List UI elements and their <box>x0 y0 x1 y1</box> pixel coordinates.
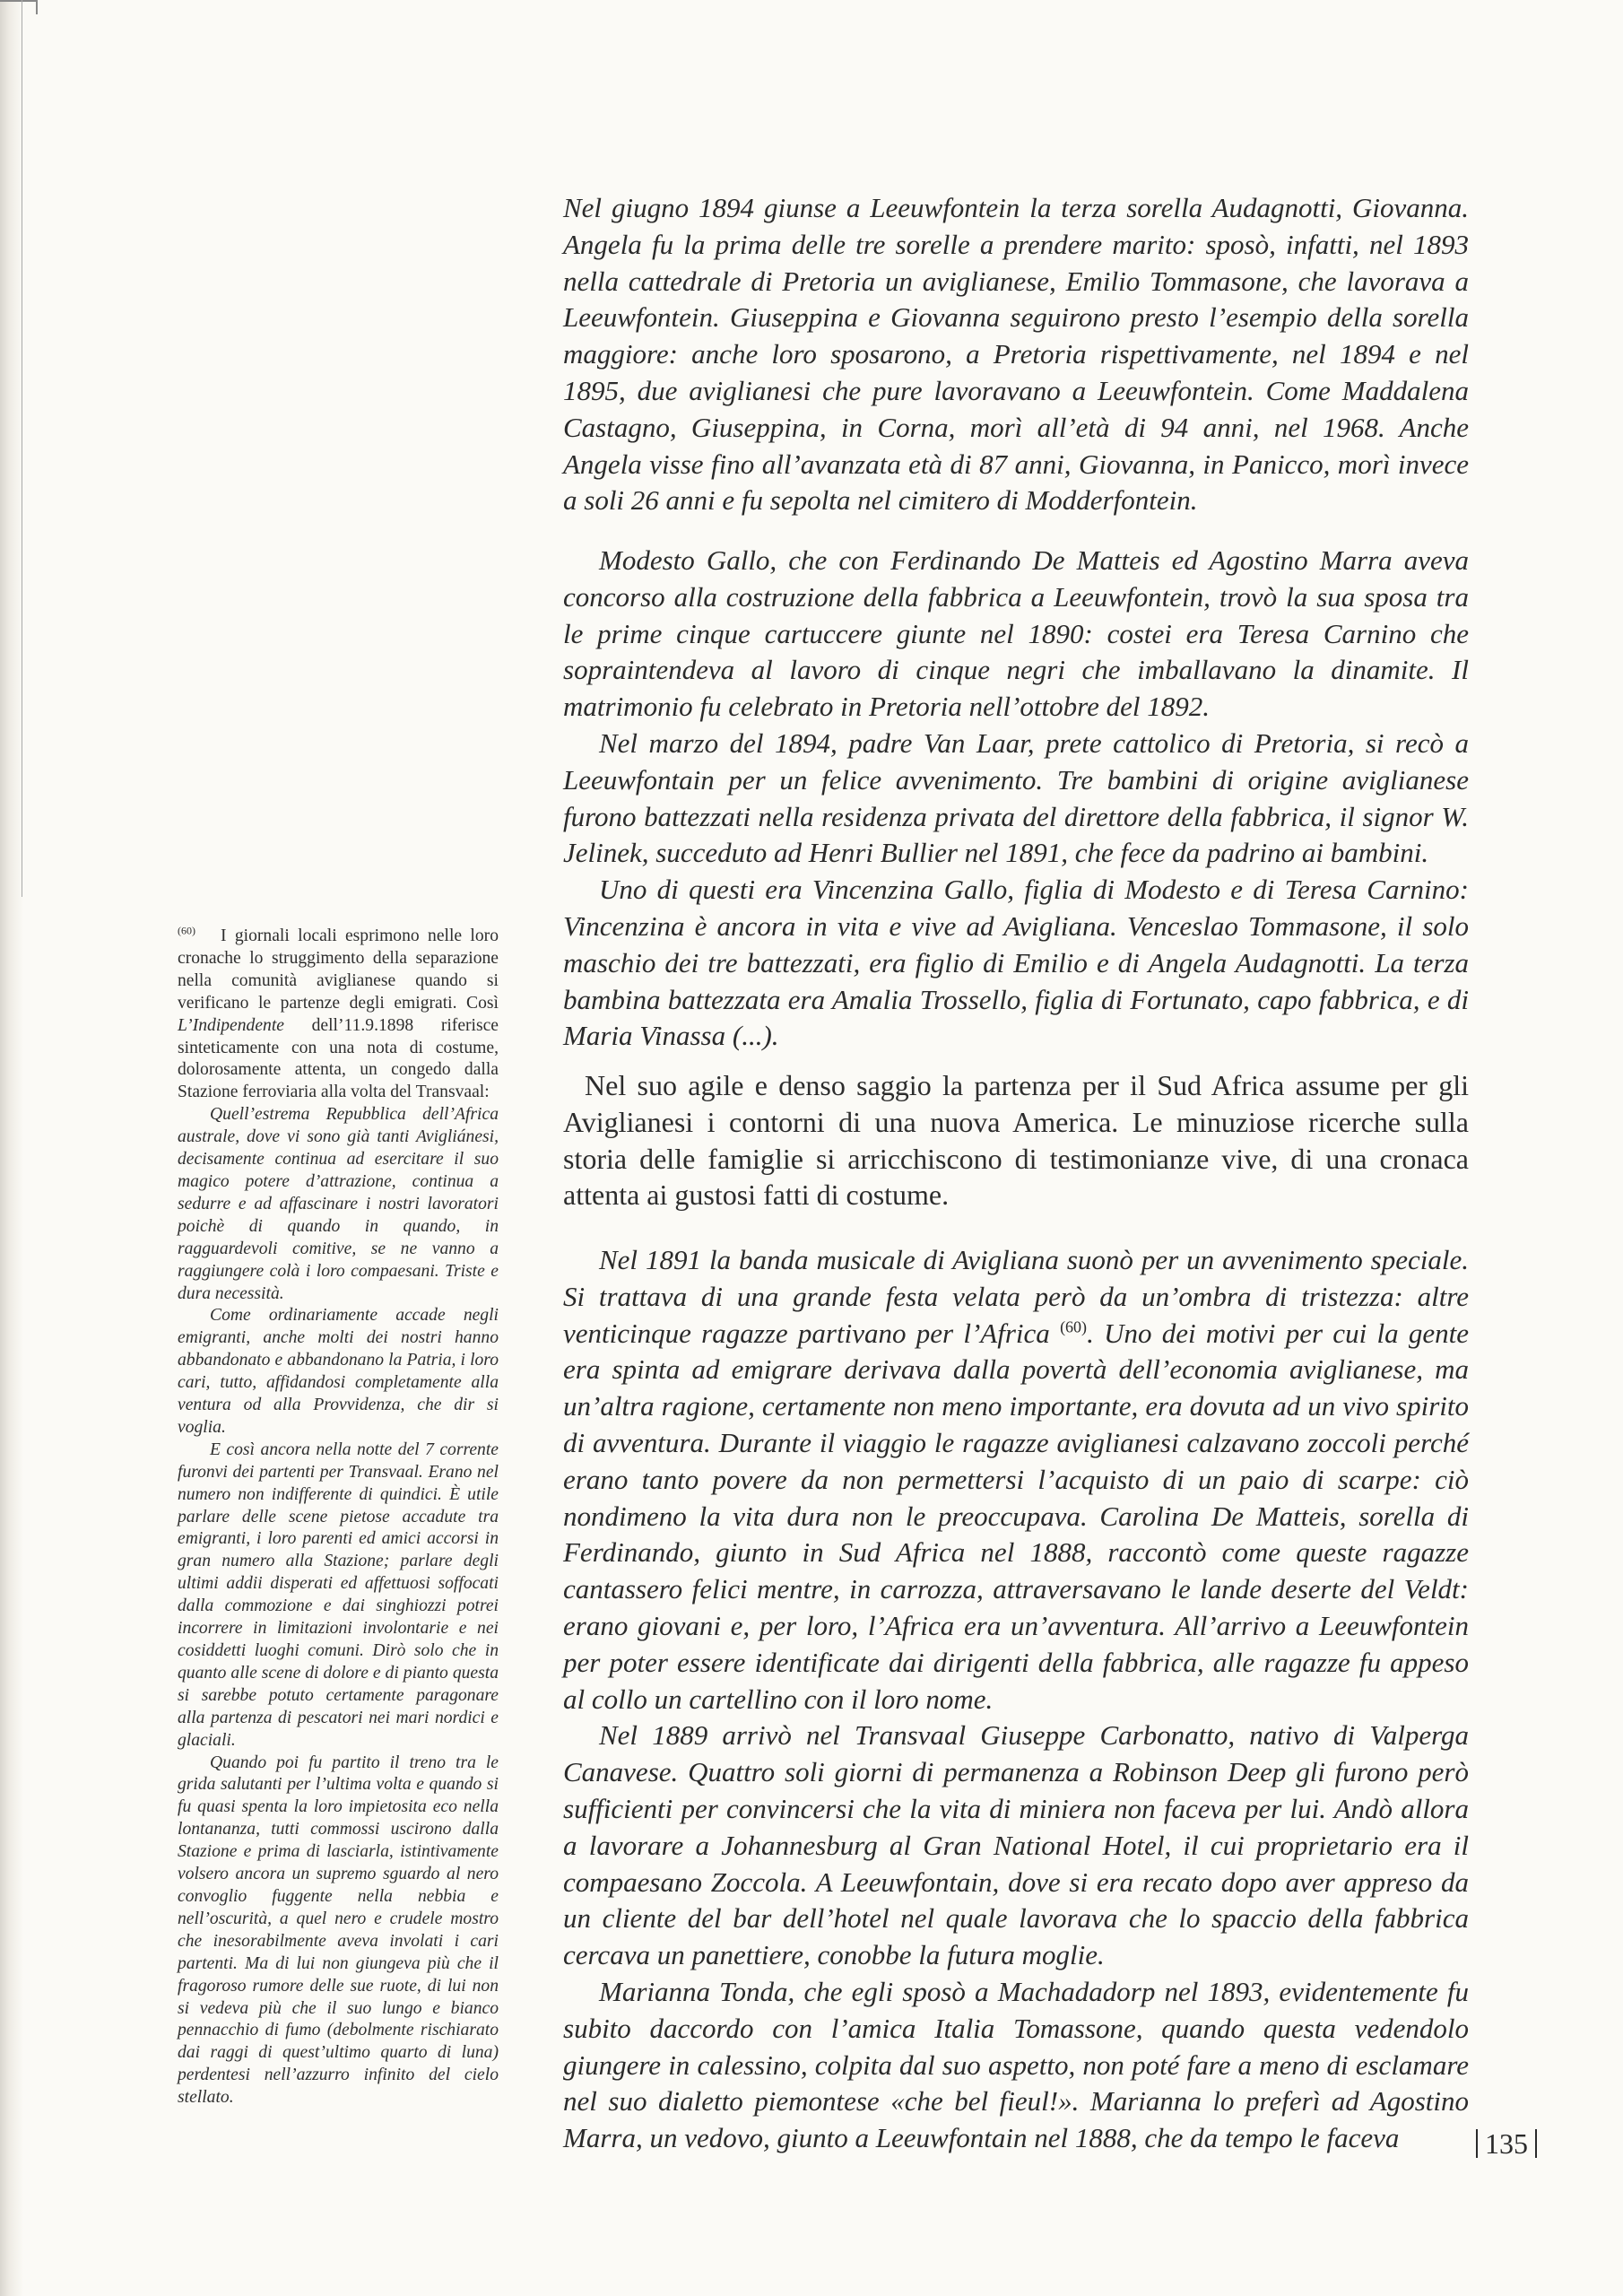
paragraph-1891-text-after-ref: . Uno dei motivi per cui la gente era spinta ad emigrare derivava dalla povertà dell’economia aviglianese, ma un’altra ragione, certamente non meno importante, era dovuta ad un vivo spirito di avventura. Durante il viaggio le ragazze aviglianesi calzavano zoccoli perché erano tanto povere da non permettersi l’acquisto di un paio di scarpe: ciò nondimeno la vita dura non le preoccupava. Carolina De Matteis, sorella di Ferdinando, giunto in Sud Africa nel 1888, raccontò come queste ragazze cantassero felici mentre, in carrozza, attraversavano le lande deserte del Veldt: erano giovani e, per loro, l’Africa era un’avventura. All’arrivo a Leeuwfontein per poter essere identificate dai dirigenti della fabbrica, alle ragazze fu appeso al collo un cartellino con il loro nome. <box>563 1317 1470 1715</box>
paragraph-1891-text-before-ref: Nel 1891 la banda musicale di Avigliana suonò per un avvenimento speciale. Si trattava di una grande festa velata però da un’ombra di tristezza: altre venticinque ragazze partivano per l’Africa <box>563 1244 1469 1349</box>
footnote-marker: (60) <box>178 924 195 937</box>
footnote-quote: Quell’estrema Repubblica dell’Africa australe, dove vi sono già tanti Avigliánesi, decisamente continua ad esercitare il suo magico potere d’attrazione, continua a sedurre e ad affascinare i nostri lavoratori poichè di quando in quando, in ragguardevoli comitive, se ne vanno a raggiungere colà i loro compaesani. Triste e dura necessità. <box>178 1105 499 1303</box>
paragraph-carbonatto: Nel 1889 arrivò nel Transvaal Giuseppe Carbonatto, nativo di Valperga Canavese. Quattro soli giorni di permanenza a Robinson Deep gli furono però sufficienti per convincersi che la vita di miniera non faceva per lui. Andò allora a lavorare a Johannesburg al Gran National Hotel, il cui proprietario era il compaesano Zoccola. A Leeuwfontain, dove si era recato dopo aver appreso da un cliente del bar dell’hotel nel quale lavorava che lo spaccio della fabbrica cercava un panettiere, conobbe la futura moglie. <box>563 1719 1469 1971</box>
main-text-block-bottom <box>563 1242 1469 2157</box>
paragraph-giugno: Nel giugno 1894 giunse a Leeuwfontein la terza sorella Audagnotti, Giovanna. Angela fu la prima delle tre sorelle a prendere marito: sposò, infatti, nel 1893 nella cattedrale di Pretoria un aviglianese, Emilio Tommasone, che lavorava a Leeuwfontein. Giuseppina e Giovanna seguirono presto l’esempio della sorella maggiore: anche loro sposarono, a Pretoria rispettivamente, nel 1894 e nel 1895, due aviglianesi che pure lavoravano a Leeuwfontein. Come Maddalena Castagno, Giuseppina, in Corna, morì all’età di 94 anni, nel 1968. Anche Angela visse fino all’avanzata età di 87 anni, Giovanna, in Panicco, morì invece a soli 26 anni e fu sepolta nel cimitero di Modderfontein. <box>563 192 1469 517</box>
paragraph-1891 <box>563 1242 1469 1718</box>
footnote-lead <box>178 926 499 1104</box>
footnote-quote: Come ordinariamente accade negli emigranti, anche molti dei nostri hanno abbandonato e abbandonano la Patria, i loro cari, tutto, affidandosi completamente alla ventura od alla Provvidenza, che dir si voglia. <box>178 1306 499 1437</box>
page-number-box <box>1469 2126 1544 2161</box>
paragraph-abstract: Nel suo agile e denso saggio la partenza per il Sud Africa assume per gli Aviglianesi i contorni di una nuova America. Le minuziose ricerche sulla storia delle famiglie si arricchiscono di testimonianze vive, di una cronaca attenta ai gustosi fatti di costume. <box>563 1069 1469 1212</box>
footnote-quote: Quando poi fu partito il treno tra le grida salutanti per l’ultima volta e quando si fu quasi spenta la loro impietosita eco nella lontananza, tutti commossi uscirono dalla Stazione e prima di lasciarla, istintivamente volsero ancora un supremo sguardo al nero convoglio fuggente nella nebbia e nell’oscurità, a quel nero e crudele mostro che inesorabilmente aveva involati i cari partenti. Ma di lui non giungeva più che il fragoroso rumore delle sue ruote, di lui non si vedeva più che il suo lungo e bianco pennacchio di fumo (debolmente rischiarato dai raggi di quest’ultimo quarto di luna) perdentesi nell’azzurro infinito del cielo stellato. <box>178 1752 499 2108</box>
footnote-lead-text-2: dell’11.9.1898 riferisce sinteticamente con una nota di costume, dolorosamente attenta, un congedo dalla Stazione ferroviaria alla volta del Transvaal: <box>178 1015 499 1102</box>
main-text-block-top <box>563 190 1469 519</box>
main-text-block-quotation <box>563 543 1469 1055</box>
page-number-rule-right <box>1535 2129 1537 2158</box>
paragraph-tonda: Marianna Tonda, che egli sposò a Machadadorp nel 1893, evidentemente fu subito daccordo con l’amica Italia Tomassone, quando questa vedendolo giungere in calessino, colpita dal suo aspetto, non poté fare a meno di esclamare nel suo dialetto piemontese «che bel fieul!». Marianna lo preferì ad Agostino Marra, un vedovo, giunto a Leeuwfontain nel 1888, che da tempo le faceva <box>563 1975 1469 2154</box>
footnote-lead-text-1: I giornali locali esprimono nelle loro cronache lo struggimento della separazione nella comunità aviglianese quando si verificano le partenze degli emigrati. Così <box>178 926 499 1013</box>
newspaper-title: L’Indipendente <box>178 1015 284 1035</box>
binding-shadow <box>0 0 23 2296</box>
paragraph-marzo: Nel marzo del 1894, padre Van Laar, prete cattolico di Pretoria, si recò a Leeuwfontain per un felice avvenimento. Tre bambini di origine aviglianese furono battezzati nella residenza privata del direttore della fabbrica, il signor W. Jelinek, succeduto ad Henri Bullier nel 1891, che fece da padrino ai bambini. <box>563 726 1469 869</box>
footnote-quote: E così ancora nella notte del 7 corrente furonvi dei partenti per Transvaal. Erano nel numero non indifferente di quindici. È utile parlare delle scene pietose accadute tra emigranti, i loro parenti ed amici accorsi in gran numero alla Stazione; parlare degli ultimi addii disperati ed affettuosi soffocati dalla commozione e dai singhiozzi potrei incorrere in limitazioni involontarie e nei cosiddetti luoghi comuni. Dirò solo che in quanto alle scene di dolore e di pianto questa si sarebbe potuto certamente paragonare alla partenza di pescatori nei mari nordici e glaciali. <box>178 1439 499 1750</box>
page-number: 135 <box>1485 2126 1528 2160</box>
page-number-rule-left <box>1476 2129 1478 2158</box>
footnote-60 <box>178 926 499 2109</box>
paragraph-modesto: Modesto Gallo, che con Ferdinando De Matteis ed Agostino Marra aveva concorso alla costruzione della fabbrica a Leeuwfontein, trovò la sua sposa tra le prime cinque cartuccere giunte nel 1890: costei era Teresa Carnino che sopraintendeva al lavoro di cinque negri che imballavano la dinamite. Il matrimonio fu celebrato in Pretoria nell’ottobre del 1892. <box>563 544 1469 723</box>
scan-corner-mark <box>0 0 38 14</box>
paragraph-vincenzina: Uno di questi era Vincenzina Gallo, figlia di Modesto e di Teresa Carnino: Vincenzina è ancora in vita e vive ad Avigliana. Venceslao Tommasone, il solo maschio dei tre battezzati, era figlio di Emilio e di Angela Audagnotti. La terza bambina battezzata era Amalia Trossello, figlia di Fortunato, capo fabbrica, e di Maria Vinassa (...). <box>563 874 1469 1052</box>
footnote-reference-60[interactable]: (60) <box>1060 1318 1088 1336</box>
